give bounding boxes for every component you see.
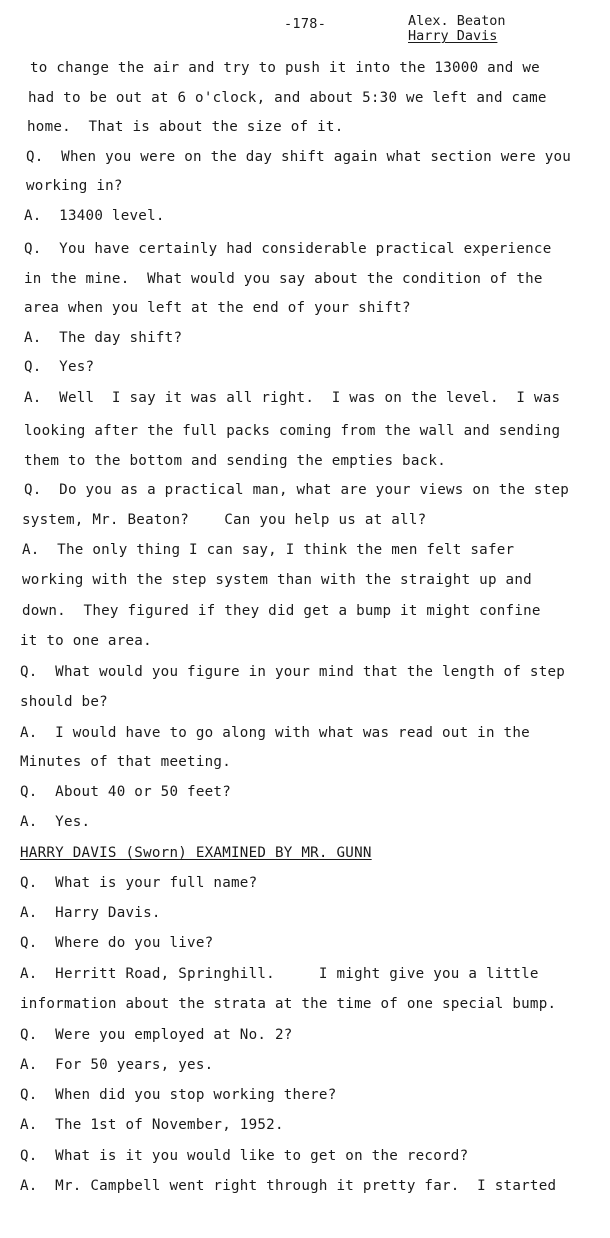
transcript-line: to change the air and try to push it into the 13000 and we	[30, 60, 540, 76]
page-header	[0, 14, 610, 48]
transcript-line: working with the step system than with the straight up and	[22, 572, 532, 588]
question-line: Q. What is your full name?	[20, 875, 258, 891]
answer-line: A. The 1st of November, 1952.	[20, 1117, 284, 1133]
answer-line: A. I would have to go along with what was read out in the	[20, 725, 530, 741]
transcript-line: them to the bottom and sending the empties back.	[24, 453, 446, 469]
transcript-line: working in?	[26, 178, 123, 194]
transcript-line: it to one area.	[20, 633, 152, 649]
answer-line: A. Yes.	[20, 814, 91, 830]
transcript-line: information about the strata at the time of one special bump.	[20, 996, 557, 1012]
question-line: Q. Where do you live?	[20, 935, 214, 951]
witness-heading: HARRY DAVIS (Sworn) EXAMINED BY MR. GUNN	[20, 845, 372, 861]
question-line: Q. Do you as a practical man, what are your views on the step	[24, 482, 570, 498]
question-line: Q. When you were on the day shift again what section were you	[26, 149, 572, 165]
witness-name-davis: Harry Davis	[408, 28, 498, 44]
answer-line: A. Harry Davis.	[20, 905, 161, 921]
question-line: Q. When did you stop working there?	[20, 1087, 337, 1103]
transcript-line: system, Mr. Beaton? Can you help us at all?	[22, 512, 427, 528]
witness-names	[408, 14, 506, 44]
transcript-line: Minutes of that meeting.	[20, 754, 231, 770]
answer-line: A. The only thing I can say, I think the men felt safer	[22, 542, 515, 558]
witness-name-beaton: Alex. Beaton	[408, 13, 506, 29]
transcript-line: looking after the full packs coming from the wall and sending	[24, 423, 561, 439]
answer-line: A. Mr. Campbell went right through it pretty far. I started	[20, 1178, 557, 1194]
question-line: Q. Were you employed at No. 2?	[20, 1027, 293, 1043]
transcript-line: home. That is about the size of it.	[27, 119, 344, 135]
transcript-line: down. They figured if they did get a bump it might confine	[22, 603, 541, 619]
question-line: Q. Yes?	[24, 359, 95, 375]
question-line: Q. About 40 or 50 feet?	[20, 784, 231, 800]
transcript-line: had to be out at 6 o'clock, and about 5:30 we left and came	[28, 90, 547, 106]
question-line: Q. What is it you would like to get on the record?	[20, 1148, 469, 1164]
answer-line: A. Well I say it was all right. I was on the level. I was	[24, 390, 561, 406]
transcript-line: area when you left at the end of your shift?	[24, 300, 411, 316]
answer-line: A. The day shift?	[24, 330, 183, 346]
question-line: Q. What would you figure in your mind that the length of step	[20, 664, 566, 680]
answer-line: A. Herritt Road, Springhill. I might give you a little	[20, 966, 539, 982]
answer-line: A. For 50 years, yes.	[20, 1057, 214, 1073]
question-line: Q. You have certainly had considerable practical experience	[24, 241, 552, 257]
page-number: -178-	[284, 16, 327, 32]
answer-line: A. 13400 level.	[24, 208, 165, 224]
transcript-line: should be?	[20, 694, 108, 710]
transcript-line: in the mine. What would you say about the condition of the	[24, 271, 543, 287]
